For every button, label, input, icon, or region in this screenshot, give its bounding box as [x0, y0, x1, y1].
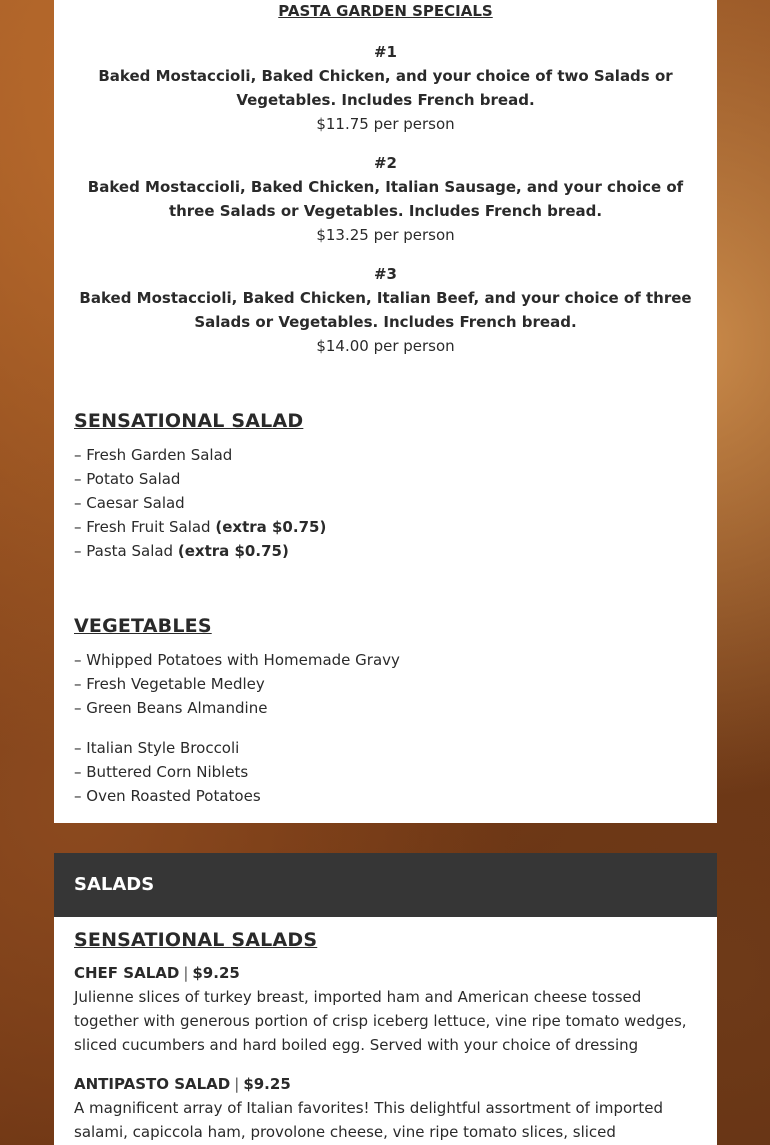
specials-panel	[54, 0, 717, 823]
vegetables-list-2	[74, 736, 261, 808]
combo-description: Baked Mostaccioli, Baked Chicken, Italian Sausage, and your choice of three Salads or Vegetables. Includes French bread.	[87, 178, 684, 220]
salad-options-heading: SENSATIONAL SALAD	[74, 410, 304, 432]
list-item: – Pasta Salad (extra $0.75)	[74, 542, 289, 560]
combo-number: #1	[373, 43, 397, 61]
vegetables-list-1	[74, 648, 400, 720]
list-item: – Green Beans Almandine	[74, 699, 268, 717]
list-item: – Potato Salad	[74, 470, 181, 488]
combo-description: Baked Mostaccioli, Baked Chicken, Italian Beef, and your choice of three Salads or Vegetables. Includes French bread.	[79, 289, 692, 331]
salad-options-list	[74, 443, 326, 563]
price-separator: |	[183, 964, 189, 982]
sensational-salads-heading: SENSATIONAL SALADS	[74, 929, 318, 951]
price-separator: |	[234, 1075, 240, 1093]
combo-2	[74, 151, 697, 247]
salad-description: A magnificent array of Italian favorites! This delightful assortment of imported salami, capiccola ham, provolone cheese, vine ripe tomato slices, sliced	[74, 1099, 663, 1141]
vegetables-heading: VEGETABLES	[74, 615, 212, 637]
combo-number: #2	[373, 154, 397, 172]
list-item: – Oven Roasted Potatoes	[74, 787, 261, 805]
list-item: – Fresh Vegetable Medley	[74, 675, 265, 693]
combo-price: $13.25 per person	[316, 226, 455, 244]
specials-title: PASTA GARDEN SPECIALS	[278, 2, 493, 20]
combo-number: #3	[373, 265, 397, 283]
combo-3	[74, 262, 697, 358]
list-item: – Fresh Garden Salad	[74, 446, 233, 464]
salad-item-chef	[74, 961, 689, 1057]
extra-charge: (extra $0.75)	[177, 542, 289, 560]
salad-price: $9.25	[192, 964, 240, 982]
salads-section-header: SALADS	[54, 853, 717, 917]
combo-price: $11.75 per person	[316, 115, 455, 133]
salad-name: ANTIPASTO SALAD	[74, 1075, 231, 1093]
combo-1	[74, 40, 697, 136]
salad-item-antipasto	[74, 1072, 689, 1144]
extra-charge: (extra $0.75)	[215, 518, 327, 536]
salads-panel	[54, 853, 717, 1145]
list-item: – Italian Style Broccoli	[74, 739, 240, 757]
salad-name: CHEF SALAD	[74, 964, 180, 982]
combo-description: Baked Mostaccioli, Baked Chicken, and your choice of two Salads or Vegetables. Includes French bread.	[98, 67, 673, 109]
list-item: – Caesar Salad	[74, 494, 185, 512]
combo-price: $14.00 per person	[316, 337, 455, 355]
list-item: – Whipped Potatoes with Homemade Gravy	[74, 651, 400, 669]
list-item: – Fresh Fruit Salad (extra $0.75)	[74, 518, 327, 536]
salad-price: $9.25	[243, 1075, 291, 1093]
list-item: – Buttered Corn Niblets	[74, 763, 249, 781]
salad-description: Julienne slices of turkey breast, imported ham and American cheese tossed together with generous portion of crisp iceberg lettuce, vine ripe tomato wedges, sliced cucumbers and hard boiled egg. Served with your choice of dressing	[74, 988, 687, 1054]
